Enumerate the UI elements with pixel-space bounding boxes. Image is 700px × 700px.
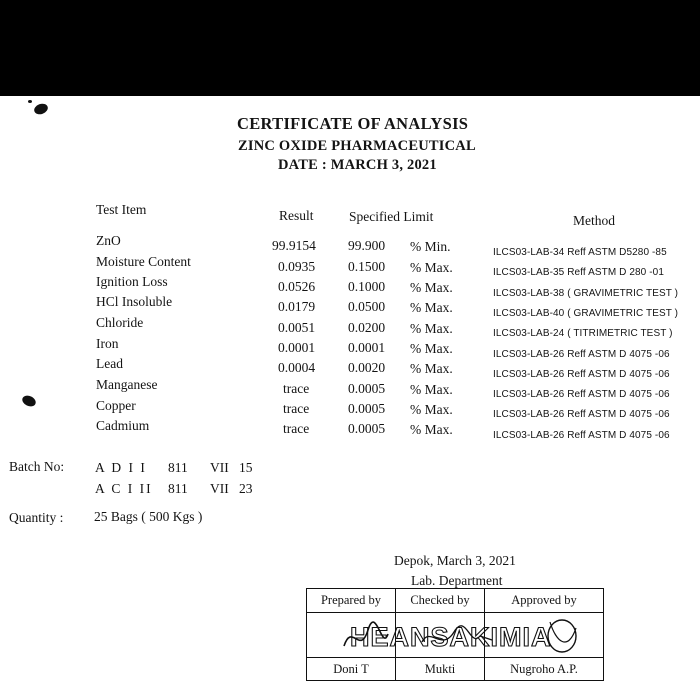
signature-table [306,588,604,681]
batch-roman: VII [210,460,229,475]
prepared-by-header: Prepared by [307,589,396,613]
row-item: Cadmium [96,418,150,433]
row-result: 0.0004 [278,360,316,375]
row-unit: % Max. [410,280,453,295]
batch-roman: VII [210,481,229,496]
signature-cell [485,613,604,658]
row-item: Manganese [96,377,158,392]
stamp-text: HEANSAKIMIA [350,622,552,652]
row-item: HCl Insoluble [96,294,173,309]
row-unit: % Max. [410,402,453,417]
col-test-item: Test Item [96,202,147,217]
row-unit: % Max. [410,321,453,336]
batch-code: A D I I [95,460,147,475]
row-unit: % Min. [410,239,451,254]
preparer-name: Doni T [307,658,396,681]
row-result: 0.0935 [278,259,316,274]
batch-num: 811 [168,481,188,496]
row-result: trace [283,421,310,436]
batch-seq: 23 [239,481,253,496]
row-item: ZnO [96,233,121,248]
row-limit: 0.0200 [348,320,386,335]
row-limit: 0.0001 [348,340,386,355]
row-result: 0.0526 [278,279,316,294]
row-method: ILCS03-LAB-35 Reff ASTM D 280 -01 [493,267,664,278]
scan-speck [33,102,50,116]
batch-code: A C I II [95,481,153,496]
col-method: Method [573,213,615,228]
row-method: ILCS03-LAB-34 Reff ASTM D5280 -85 [493,247,667,258]
row-limit: 0.0005 [348,381,386,396]
col-result: Result [279,208,314,223]
row-unit: % Max. [410,300,453,315]
row-method: ILCS03-LAB-26 Reff ASTM D 4075 -06 [493,409,670,420]
row-item: Chloride [96,315,144,330]
row-limit: 0.0005 [348,421,386,436]
row-limit: 0.1000 [348,279,386,294]
col-specified-limit: Specified Limit [349,209,434,224]
batch-seq: 15 [239,460,253,475]
row-result: trace [283,381,310,396]
checker-name: Mukti [396,658,485,681]
checked-by-header: Checked by [396,589,485,613]
place-date: Depok, March 3, 2021 [394,553,516,568]
row-item: Lead [96,356,123,371]
batch-label: Batch No: [9,459,65,474]
row-unit: % Max. [410,260,453,275]
approved-by-header: Approved by [485,589,604,613]
scan-top-border [0,0,700,96]
row-item: Iron [96,336,119,351]
quantity-label: Quantity : [9,510,64,525]
quantity-value: 25 Bags ( 500 Kgs ) [94,509,203,524]
row-result: 0.0051 [278,320,316,335]
row-method: ILCS03-LAB-26 Reff ASTM D 4075 -06 [493,389,670,400]
row-method: ILCS03-LAB-26 Reff ASTM D 4075 -06 [493,430,670,441]
row-item: Moisture Content [96,254,191,269]
row-limit: 0.0005 [348,401,386,416]
row-limit: 0.0020 [348,360,386,375]
row-result: 99.9154 [272,238,316,253]
row-unit: % Max. [410,422,453,437]
row-result: trace [283,401,310,416]
row-method: ILCS03-LAB-26 Reff ASTM D 4075 -06 [493,369,670,380]
certificate-title: CERTIFICATE OF ANALYSIS [237,114,469,133]
row-result: 0.0001 [278,340,316,355]
row-limit: 0.1500 [348,259,386,274]
scan-speck [21,394,38,409]
product-name: ZINC OXIDE PHARMACEUTICAL [238,138,476,154]
row-method: ILCS03-LAB-38 ( GRAVIMETRIC TEST ) [493,288,679,299]
certificate-date: DATE : MARCH 3, 2021 [278,157,437,173]
row-method: ILCS03-LAB-24 ( TITRIMETRIC TEST ) [493,328,673,339]
signature-cell [307,613,396,658]
row-unit: % Max. [410,341,453,356]
batch-num: 811 [168,460,188,475]
row-limit: 0.0500 [348,299,386,314]
row-unit: % Max. [410,382,453,397]
row-result: 0.0179 [278,299,316,314]
row-item: Copper [96,398,136,413]
lab-department: Lab. Department [411,573,503,588]
row-item: Ignition Loss [96,274,168,289]
approver-name: Nugroho A.P. [485,658,604,681]
row-limit: 99.900 [348,238,386,253]
row-method: ILCS03-LAB-26 Reff ASTM D 4075 -06 [493,349,670,360]
row-unit: % Max. [410,361,453,376]
signature-cell [396,613,485,658]
row-method: ILCS03-LAB-40 ( GRAVIMETRIC TEST ) [493,308,679,319]
scan-speck [28,100,32,103]
